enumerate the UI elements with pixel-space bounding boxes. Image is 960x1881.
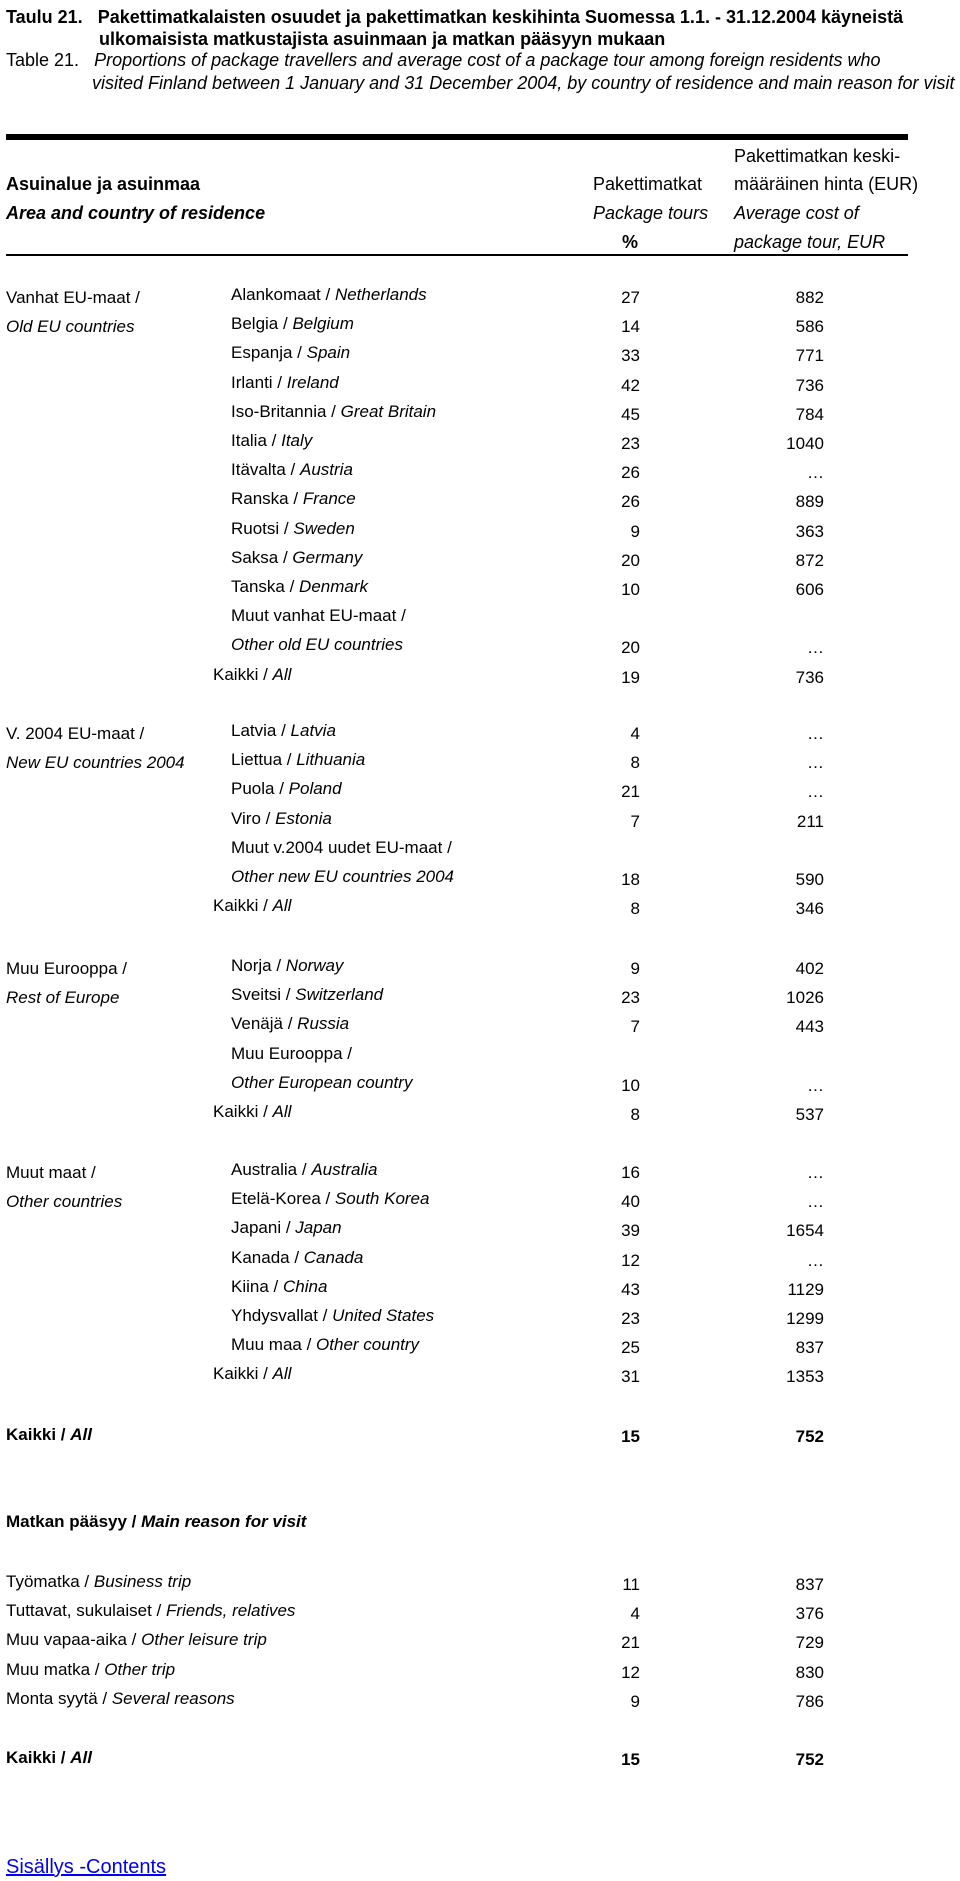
package-pct-value: 23	[621, 1309, 640, 1328]
other-countries-label-fi: Muut v.2004 uudet EU-maat /	[231, 837, 452, 857]
country-label	[231, 1159, 377, 1181]
col-cost-header-fi-2: määräinen hinta (EUR)	[734, 174, 919, 194]
country-label	[231, 1013, 349, 1035]
title-en-line1: Proportions of package travellers and average cost of a package tour among foreign residents who	[94, 50, 881, 70]
average-cost-value: 376	[795, 1604, 824, 1624]
country-label	[231, 342, 350, 364]
other-countries-label-en: Other new EU countries 2004	[231, 867, 455, 886]
col-pct-header-en: Package tours	[593, 203, 709, 223]
country-label	[231, 808, 332, 830]
package-pct-value: 16	[621, 1163, 640, 1182]
reason-label	[6, 1688, 235, 1710]
country-label-en: Latvia	[290, 721, 336, 740]
country-label-en: Italy	[281, 431, 313, 450]
region-label-en: Rest of Europe	[6, 988, 120, 1008]
country-label-fi: Alankomaat /	[231, 285, 335, 304]
country-label-fi: Yhdysvallat /	[231, 1306, 333, 1325]
package-pct-value: 21	[621, 782, 640, 802]
region-total-label-en: All	[272, 1102, 292, 1121]
average-cost-value: 1299	[786, 1309, 824, 1328]
package-pct-value: 26	[621, 492, 640, 512]
reason-label-fi: Työmatka /	[6, 1572, 94, 1591]
country-label-fi: Puola /	[231, 779, 289, 799]
package-pct-value: 9	[630, 521, 640, 541]
reason-total-label-fi: Kaikki /	[6, 1748, 71, 1767]
region-label-en: Old EU countries	[6, 317, 135, 337]
country-label-en: Lithuania	[296, 750, 366, 770]
average-cost-value: …	[807, 1192, 824, 1212]
reason-label-fi: Muu vapaa-aika /	[6, 1630, 142, 1650]
region-label-fi: Vanhat EU-maat /	[6, 288, 140, 307]
contents-link[interactable]: Sisällys -Contents	[6, 1856, 167, 1878]
country-label	[231, 778, 342, 800]
reason-total-label-en: All	[70, 1748, 92, 1767]
reason-section-heading	[6, 1511, 306, 1533]
reason-total-cost: 752	[795, 1750, 824, 1769]
region-total-cost: 736	[795, 667, 824, 687]
country-label-fi: Japani /	[231, 1218, 296, 1238]
country-label-fi: Espanja /	[231, 343, 307, 363]
region-label-en: Other countries	[6, 1192, 123, 1212]
country-label	[231, 401, 436, 423]
country-label	[231, 576, 368, 598]
package-pct-value: 21	[621, 1633, 640, 1653]
reason-label-fi: Monta syytä /	[6, 1688, 112, 1708]
country-label-fi: Viro /	[231, 808, 276, 828]
average-cost-value: 1040	[786, 434, 824, 453]
package-pct-value: 12	[621, 1662, 640, 1682]
country-label-en: South Korea	[334, 1189, 430, 1209]
col-pct-unit: %	[622, 232, 639, 252]
reason-label	[6, 1629, 267, 1651]
country-label	[231, 955, 343, 977]
average-cost-value: 363	[795, 521, 824, 541]
reason-label-en: Other leisure trip	[141, 1630, 267, 1650]
table-title-fi	[6, 6, 903, 28]
package-pct-value: 23	[621, 988, 640, 1008]
country-label	[231, 1305, 434, 1327]
average-cost-value: …	[807, 463, 824, 483]
average-cost-value: 786	[795, 1691, 824, 1711]
header-top-rule	[6, 134, 908, 140]
country-label-en: Estonia	[275, 808, 332, 828]
package-pct-value: 14	[621, 317, 640, 337]
grand-total-label-en: All	[70, 1425, 92, 1444]
region-total-label	[213, 664, 291, 686]
reason-label-en: Several reasons	[111, 1688, 235, 1708]
country-label-en: Great Britain	[340, 401, 437, 421]
country-label-en: Germany	[292, 547, 363, 567]
average-cost-value: 889	[795, 492, 824, 512]
average-cost-value: …	[807, 1075, 824, 1095]
country-label-en: Russia	[297, 1014, 350, 1034]
country-label-en: Belgium	[292, 314, 354, 334]
other-countries-label-en: Other European country	[231, 1072, 413, 1092]
title-fi-line1: Pakettimatkalaisten osuudet ja pakettimatkan keskihinta Suomessa 1.1. - 31.12.2004 käyneistä	[97, 7, 904, 27]
reason-label	[6, 1659, 175, 1681]
country-label-fi: Kanada /	[231, 1247, 304, 1267]
country-label-fi: Liettua /	[231, 750, 297, 770]
reason-label-fi: Tuttavat, sukulaiset /	[6, 1601, 166, 1621]
package-pct-value: 33	[621, 346, 640, 366]
table-title-en	[6, 49, 881, 71]
country-label-en: Canada	[303, 1247, 364, 1267]
region-total-label-fi: Kaikki /	[213, 664, 273, 684]
country-label	[231, 984, 383, 1006]
grand-total-label-fi: Kaikki /	[6, 1425, 71, 1444]
region-total-pct: 8	[630, 899, 640, 919]
col-area-header-fi: Asuinalue ja asuinmaa	[6, 174, 201, 194]
title-en-line2: visited Finland between 1 January and 31 December 2004, by country of residence and main reason for visit	[92, 73, 955, 93]
region-total-cost: 346	[795, 899, 824, 919]
average-cost-value: 586	[795, 317, 824, 337]
average-cost-value: …	[807, 753, 824, 773]
country-label-fi: Muu maa /	[231, 1335, 317, 1355]
col-cost-header-fi-1: Pakettimatkan keski-	[734, 146, 901, 166]
package-pct-value: 39	[621, 1221, 640, 1241]
package-pct-value: 23	[621, 434, 640, 453]
reason-total-pct: 15	[621, 1750, 640, 1769]
package-pct-value: 8	[630, 753, 640, 773]
region-total-pct: 8	[630, 1105, 640, 1124]
table-number-en: Table 21.	[6, 50, 80, 70]
country-label-en: China	[282, 1276, 328, 1296]
package-pct-value: 40	[621, 1192, 640, 1212]
package-pct-value: 20	[621, 550, 640, 570]
other-countries-label-fi: Muut vanhat EU-maat /	[231, 606, 406, 626]
col-cost-header-en-2: package tour, EUR	[734, 232, 886, 252]
reason-label	[6, 1571, 191, 1593]
package-pct-value: 20	[621, 638, 640, 658]
table-number-fi: Taulu 21.	[6, 7, 83, 27]
country-label-fi: Ranska /	[231, 489, 303, 509]
country-label-en: Denmark	[299, 577, 369, 596]
region-total-pct: 31	[621, 1367, 640, 1387]
grand-total-pct: 15	[621, 1427, 640, 1446]
country-label-en: Sweden	[293, 518, 355, 538]
country-label-fi: Sveitsi /	[231, 985, 296, 1005]
other-countries-label-fi: Muu Eurooppa /	[231, 1043, 352, 1063]
other-countries-label-en: Other old EU countries	[231, 635, 403, 655]
average-cost-value: 882	[795, 288, 824, 307]
average-cost-value: …	[807, 782, 824, 802]
country-label	[231, 313, 354, 335]
country-label-fi: Irlanti /	[231, 372, 287, 392]
package-pct-value: 7	[630, 1017, 640, 1037]
country-label-fi: Belgia /	[231, 314, 293, 334]
region-total-label-en: All	[272, 1364, 292, 1384]
average-cost-value: 729	[795, 1633, 824, 1653]
reason-label-en: Business trip	[93, 1572, 192, 1591]
country-label	[231, 488, 356, 510]
package-pct-value: 43	[621, 1279, 640, 1299]
country-label-fi: Tanska /	[231, 577, 300, 596]
region-total-label	[213, 895, 291, 917]
region-total-label-fi: Kaikki /	[213, 1102, 273, 1121]
country-label-en: Other country	[316, 1335, 420, 1355]
country-label	[231, 1334, 419, 1356]
country-label-en: Spain	[306, 343, 351, 363]
col-cost-header-en-1: Average cost of	[734, 203, 859, 223]
country-label	[231, 430, 312, 452]
grand-total-label	[6, 1424, 92, 1446]
country-label-en: Japan	[295, 1218, 342, 1238]
country-label-en: Netherlands	[334, 285, 427, 304]
package-pct-value: 18	[621, 870, 640, 889]
country-label-fi: Kiina /	[231, 1276, 283, 1296]
average-cost-value: 1129	[787, 1279, 824, 1299]
average-cost-value: …	[807, 1163, 824, 1182]
title-fi-line2: ulkomaisista matkustajista asuinmaan ja matkan pääsyyn mukaan	[99, 29, 666, 49]
country-label	[231, 720, 336, 742]
country-label-en: France	[302, 489, 356, 509]
package-pct-value: 27	[621, 288, 640, 307]
country-label-en: Norway	[285, 956, 344, 975]
country-label-fi: Itävalta /	[231, 460, 300, 480]
region-total-pct: 19	[621, 667, 640, 687]
country-label	[231, 1247, 363, 1269]
package-pct-value: 4	[630, 1604, 640, 1624]
country-label-fi: Ruotsi /	[231, 518, 294, 538]
country-label-en: Australia	[311, 1160, 378, 1179]
package-pct-value: 9	[630, 959, 640, 978]
region-total-label-en: All	[272, 664, 292, 684]
average-cost-value: 211	[796, 811, 824, 831]
package-pct-value: 10	[621, 580, 640, 599]
country-label-fi: Australia /	[231, 1160, 312, 1179]
average-cost-value: 736	[795, 375, 824, 395]
country-label-fi: Iso-Britannia /	[231, 401, 341, 421]
region-total-label-fi: Kaikki /	[213, 1364, 273, 1384]
country-label-fi: Saksa /	[231, 547, 293, 567]
average-cost-value: 590	[795, 870, 824, 889]
package-pct-value: 25	[621, 1338, 640, 1358]
country-label-en: Poland	[288, 779, 342, 799]
average-cost-value: 1026	[786, 988, 824, 1008]
header-bottom-rule	[6, 254, 908, 256]
country-label-en: Ireland	[286, 372, 339, 392]
average-cost-value: 784	[795, 404, 824, 424]
package-pct-value: 11	[622, 1575, 640, 1594]
reason-label	[6, 1600, 295, 1622]
country-label	[231, 547, 362, 569]
country-label	[231, 372, 339, 394]
average-cost-value: 443	[795, 1017, 824, 1037]
reason-label-en: Friends, relatives	[166, 1601, 296, 1621]
average-cost-value: 837	[795, 1338, 824, 1358]
country-label-en: Switzerland	[295, 985, 384, 1005]
package-pct-value: 26	[621, 463, 640, 483]
country-label	[231, 459, 353, 481]
country-label	[231, 1217, 342, 1239]
region-total-label-fi: Kaikki /	[213, 896, 273, 916]
country-label-fi: Norja /	[231, 956, 286, 975]
country-label-fi: Venäjä /	[231, 1014, 298, 1034]
region-total-cost: 1353	[786, 1367, 824, 1387]
package-pct-value: 9	[630, 1691, 640, 1711]
region-total-cost: 537	[795, 1105, 824, 1124]
country-label	[231, 284, 427, 306]
country-label-en: Austria	[299, 460, 353, 480]
package-pct-value: 10	[621, 1075, 640, 1095]
package-pct-value: 7	[630, 811, 640, 831]
average-cost-value: 837	[795, 1575, 824, 1594]
reason-heading-fi: Matkan pääsyy /	[6, 1512, 142, 1531]
average-cost-value: …	[807, 724, 824, 743]
country-label-fi: Etelä-Korea /	[231, 1189, 335, 1209]
country-label-fi: Italia /	[231, 431, 282, 450]
region-label-en: New EU countries 2004	[6, 753, 185, 773]
package-pct-value: 12	[621, 1250, 640, 1270]
average-cost-value: 402	[795, 959, 824, 978]
col-pct-header-fi: Pakettimatkat	[593, 174, 703, 194]
package-pct-value: 42	[621, 375, 640, 395]
average-cost-value: 606	[795, 580, 824, 599]
col-area-header-en: Area and country of residence	[6, 203, 266, 223]
country-label	[231, 749, 365, 771]
region-label-fi: V. 2004 EU-maat /	[6, 724, 145, 743]
average-cost-value: 830	[795, 1662, 824, 1682]
average-cost-value: …	[807, 1250, 824, 1270]
package-pct-value: 45	[621, 404, 640, 424]
country-label-fi: Latvia /	[231, 721, 291, 740]
average-cost-value: 771	[795, 346, 824, 366]
reason-total-label	[6, 1747, 92, 1769]
country-label	[231, 1188, 429, 1210]
country-label	[231, 1276, 327, 1298]
reason-heading-en: Main reason for visit	[141, 1512, 307, 1531]
reason-label-en: Other trip	[104, 1659, 176, 1679]
average-cost-value: 872	[795, 550, 824, 570]
grand-total-cost: 752	[795, 1427, 824, 1446]
region-total-label	[213, 1101, 291, 1123]
region-total-label-en: All	[272, 896, 292, 916]
country-label	[231, 518, 355, 540]
average-cost-value: …	[807, 638, 824, 658]
reason-label-fi: Muu matka /	[6, 1659, 105, 1679]
region-label-fi: Muu Eurooppa /	[6, 959, 127, 978]
package-pct-value: 4	[630, 724, 640, 743]
average-cost-value: 1654	[786, 1221, 824, 1241]
region-total-label	[213, 1363, 291, 1385]
country-label-en: United States	[332, 1306, 435, 1325]
region-label-fi: Muut maat /	[6, 1163, 96, 1182]
